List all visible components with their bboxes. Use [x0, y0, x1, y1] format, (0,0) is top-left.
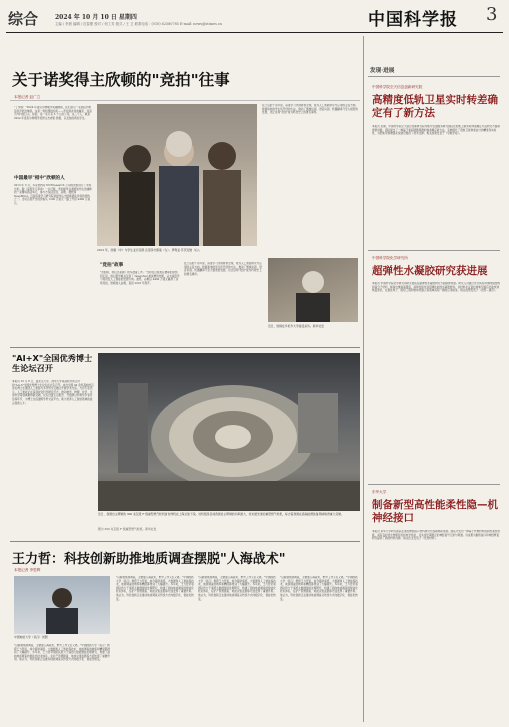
sidebar-column-label: 发现·进展: [370, 68, 395, 74]
main-intro-text: "丁零啦！"2024 年诺贝尔物理学奖揭晓前，在旧金山一家酒店内电话铃声依次响起。这是一场特殊的拍卖——竞拍者并非收藏家，而是当今科技巨头。标的，是一家只有 3 个人的公司。这三个人，就是 2024 年诺贝尔物理学奖得主杰弗里·欣顿，以及他的两位学生。: [14, 106, 92, 120]
bottom-column-4-text: "以前做地质调查，主要靠人海战术，野外工作又苦又累。"中国地质大学（武汉）教授王力哲说，如今借助遥感、大数据和人工智能等技术，地质调查的效率和精度都得到了大幅提升。多年来，王力哲带领团队致力于遥感大数据智能处理研究，构建了面向地质调查的智能化技术体系，在矿产资源勘查、地质灾害监测等方面发挥了重要作用。他认为，科技创新正在推动地质调查从传统方式向数字化、智能化转变。: [280, 576, 358, 601]
sidebar-item1-text: 本报讯 近期，中国科学院空天信息创新研究院导航与位置服务研究团队在低轨卫星实时钟差确定方法研究方面取得新进展。团队提出了一种基于星间链路观测的钟差确定新方法，有效提升了低轨卫星钟差估计的精度和实时性，为低轨导航增强系统建设提供了技术支撑。相关成果发表于《导航学报》。: [372, 125, 500, 136]
sidebar-item1-title: 高精度低轨卫星实时转差确定有了新方法: [372, 94, 498, 119]
section-name: 综合: [8, 10, 39, 28]
photo-hinton-interview: [268, 258, 358, 322]
main-column-2b-text: 在之后的十余年里，深度学习迅速席卷全球，成为人工智能研究与应用的主流方向。欣顿和他的学生所开创的方法，推动了图像识别、语音识别、机器翻译乃至大模型的发展，也让这场"竞拍"成为科技史上的著名事件。: [184, 262, 262, 276]
sidebar-item3-text: 本报讯 东华大学研究团队在柔性神经接口材料研究方面取得新进展。团队开发出一种基于纤维材料的新型柔性电极，具有良好的生物相容性和电学性能，可实现长期稳定的神经信号记录与刺激。该成果为脑机接口和神经修复研究提供了新的材料选择。相关论文发表于《先进材料》。: [372, 530, 500, 541]
main-subhead-2: "竞拍"故事: [100, 263, 124, 268]
sidebar-rule-top: [368, 76, 500, 77]
sidebar-item2-title: 超弹性水凝胶研究获进展: [372, 265, 488, 277]
main-subhead-1: 中国最早"相中"欣顿的人: [14, 176, 65, 181]
ai-headline: "AI+X"全国优秀博士生论坛召开: [12, 353, 93, 373]
sidebar-item1-source: 中国科学院空天信息创新研究院: [372, 85, 423, 89]
header-rule: [6, 32, 503, 33]
sidebar-rule-2: [368, 484, 500, 485]
section-rule-1: [10, 347, 360, 348]
section-rule-2: [10, 541, 360, 542]
photo-1-caption: 2012 年，欣顿（中）与学生亚历克斯·克里泽夫斯基（左）、伊利亚·苏茨克维（右）。: [97, 248, 202, 252]
photo-gas-turbine: [98, 353, 360, 511]
sidebar-item2-source: 中国科学院化学研究所: [372, 256, 408, 260]
photo-wang-lizhe-art: [14, 576, 110, 634]
headline-rule: [10, 100, 360, 101]
turbine-caption: 近日，我国自主研制的 300 兆瓦级 F 级重型燃气轮机首台样机在上海总装下线。该机组是目前我国自主研制的功率最大、技术最先进的重型燃气轮机，标志着我国在高端能源装备领域取得重大突破。: [98, 512, 344, 516]
bottom-headline: 王力哲：科技创新助推地质调查摆脱"人海战术": [12, 552, 286, 567]
bottom-byline: 本报记者 李思辉: [14, 568, 41, 572]
photo-hinton-students: [97, 104, 257, 246]
turbine-credit: 图为 300 兆瓦级 F 级重型燃气轮机。新华社发: [98, 527, 157, 531]
main-byline: 本报记者 赵广立: [14, 95, 41, 99]
editor-credits: 主编 / 李晨 编辑 / 沈春蕾 校对 / 何工芳 版式 / 王 卫 联系电话 : (010) 62580785 E-mail: news@stimes.cn: [55, 22, 222, 26]
photo-gas-turbine-art: [98, 353, 360, 511]
sidebar-item3-source: 东华大学: [372, 490, 387, 494]
bottom-column-1-text: "以前做地质调查，主要靠人海战术，野外工作又苦又累。"中国地质大学（武汉）教授王力哲说，如今借助遥感、大数据和人工智能等技术，地质调查的效率和精度都得到了大幅提升。多年来，王力哲带领团队致力于遥感大数据智能处理研究，构建了面向地质调查的智能化技术体系，在矿产资源勘查、地质灾害监测等方面发挥了重要作用。他认为，科技创新正在推动地质调查从传统方式向数字化、智能化转变。: [14, 644, 110, 662]
main-column-2-text: "竞拍前，我们还是做了很多准备工作。"当时在百度担任要职的余凯回忆说，他们很早就关注到了 ImageNet 挑战赛的结果，认为深度学习将改变人工智能的发展方向。最终，谷歌以 4400 万美元赢得了这场竞拍，欣顿加入谷歌，直到 2023 年离开。: [100, 271, 180, 285]
main-column-1-text: 2013 年 3 月，多家机构对 DNNresearch 公司的竞拍进行了多轮出价。据《深度学习革命》一书记载，竞拍最早在美国加州太浩湖畔的一家赌场酒店举行，参与方包括百度、谷歌、微软和 DeepMind。百度深度学习研究院是最早认出欣顿团队价值的机构之一。当时百度开出的价格从 1200 万美元一路上升到 4400 万美元。: [14, 184, 92, 205]
main-headline: 关于诺奖得主欣顿的"竞拍"往事: [12, 71, 230, 89]
main-column-3-text: 在之后的十余年里，深度学习迅速席卷全球，成为人工智能研究与应用的主流方向。欣顿和他的学生所开创的方法，推动了图像识别、语音识别、机器翻译乃至大模型的发展，也让这场"竞拍"成为科技史上的著名事件。: [262, 104, 358, 115]
sidebar-rule-1: [368, 250, 500, 251]
sidebar-item3-title: 制备新型高性能柔性隐—机神经接口: [372, 499, 498, 524]
portrait-caption: 中国地质大学（武汉）供图: [14, 635, 48, 639]
column-divider: [363, 36, 364, 722]
photo-hinton-students-art: [97, 104, 257, 246]
photo-2-caption: 近日，欣顿在多伦多大学接受采访。新华社发: [268, 324, 324, 328]
photo-wang-lizhe: [14, 576, 110, 634]
newspaper-logo: 中国科学报: [368, 10, 458, 30]
ai-article-text: 本报讯 10 月 8 日，由北京大学、清华大学等高校共同主办的"AI+X"全国优秀博士生论坛在北京召开。来自全国 40 余所高校的百余名博士生围绕人工智能与多学科交叉融合开展学术交流。与会专家表示，人工智能正在深刻改变科学研究范式，推动数学、物理、化学、生命科学等领域取得新突破。论坛设置主旨报告、分组研讨和青年学者对话等环节，为博士生搭建跨学科交流平台，助力培养人工智能领域的拔尖创新人才。: [12, 380, 94, 405]
bottom-column-2-text: "以前做地质调查，主要靠人海战术，野外工作又苦又累。"中国地质大学（武汉）教授王力哲说，如今借助遥感、大数据和人工智能等技术，地质调查的效率和精度都得到了大幅提升。多年来，王力哲带领团队致力于遥感大数据智能处理研究，构建了面向地质调查的智能化技术体系，在矿产资源勘查、地质灾害监测等方面发挥了重要作用。他认为，科技创新正在推动地质调查从传统方式向数字化、智能化转变。: [116, 576, 194, 601]
page-number: 3: [486, 4, 498, 25]
issue-date: 2024 年 10 月 10 日 星期四: [55, 14, 137, 21]
photo-hinton-interview-art: [268, 258, 358, 322]
sidebar-item2-text: 本报讯 中国科学院化学研究所研究团队在超弹性水凝胶研究方面取得进展。研究人员通过设计具有特殊网络结构的高分子材料，制备出兼具高强度、高韧性和优异回弹性能的水凝胶材料。该材料在反复拉伸和压缩后仍能快速恢复原状，在柔性电子、组织工程和软体机器人等领域具有广阔的应用前景。相关成果发表于《自然—通讯》。: [372, 282, 500, 293]
bottom-column-3-text: "以前做地质调查，主要靠人海战术，野外工作又苦又累。"中国地质大学（武汉）教授王力哲说，如今借助遥感、大数据和人工智能等技术，地质调查的效率和精度都得到了大幅提升。多年来，王力哲带领团队致力于遥感大数据智能处理研究，构建了面向地质调查的智能化技术体系，在矿产资源勘查、地质灾害监测等方面发挥了重要作用。他认为，科技创新正在推动地质调查从传统方式向数字化、智能化转变。: [198, 576, 276, 601]
